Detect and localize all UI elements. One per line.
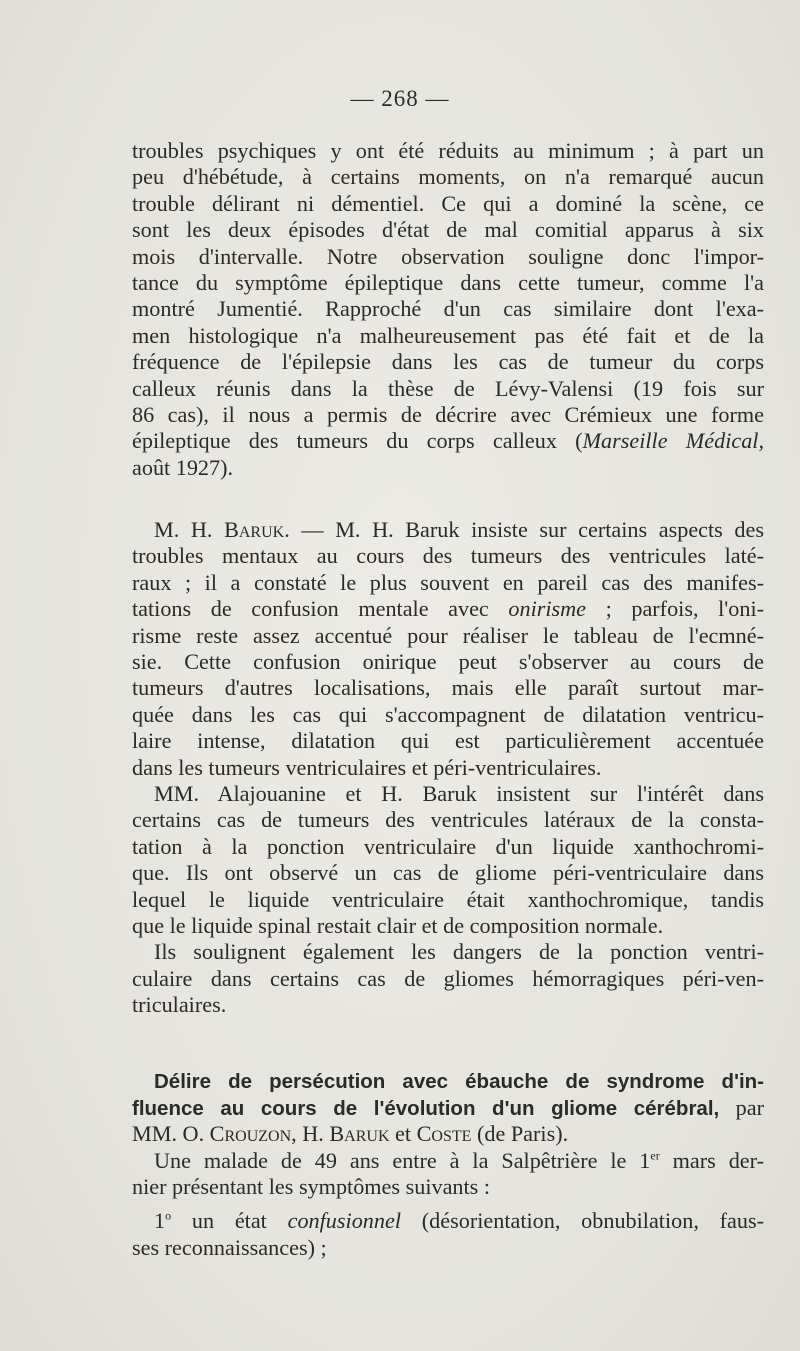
text-line — [132, 1148, 764, 1174]
speaker-name: M. H. — [154, 517, 225, 543]
text-segment: (désorientation, obnubilation, faus- — [401, 1208, 764, 1234]
text-line: sont les deux épisodes d'état de mal comitial apparus à six — [132, 217, 764, 243]
text-line: 86 cas), il nous a permis de décrire avec Crémieux une forme — [132, 401, 764, 427]
text-line: lequel le liquide ventriculaire était xanthochromique, tandis — [132, 886, 764, 912]
text-line — [132, 517, 764, 543]
text-segment: mars der- — [659, 1147, 764, 1173]
text-segment: et — [389, 1121, 417, 1147]
italic-term: onirisme — [508, 596, 587, 622]
text-segment: ; parfois, l'oni- — [586, 596, 764, 622]
text-line: men histologique n'a malheureusement pas été fait et de la — [132, 322, 764, 348]
text-line: montré Jumentié. Rapproché d'un cas similaire dont l'exa- — [132, 296, 764, 322]
text-line: laire intense, dilatation qui est particulièrement accentuée — [132, 728, 764, 754]
text-segment: (de Paris). — [471, 1121, 569, 1147]
author-name: Baruk — [329, 1121, 390, 1147]
author-name: Crouzon — [209, 1121, 292, 1147]
italic-term: confusionnel — [287, 1208, 401, 1234]
text-line: certains cas de tumeurs des ventricules latéraux de la consta- — [132, 807, 764, 833]
heading-text: fluence au cours de l'évolution d'un gliome cérébral, — [132, 1096, 720, 1120]
page-number: — 268 — — [350, 86, 450, 111]
item-number: 1 — [154, 1208, 166, 1234]
text-line: culaire dans certains cas de gliomes hémorragiques péri-ven- — [132, 965, 764, 991]
text-line: calleux réunis dans la thèse de Lévy-Valensi (19 fois sur — [132, 375, 764, 401]
text-line: ses reconnaissances) ; — [132, 1234, 327, 1260]
text-line — [132, 596, 764, 622]
paragraph-1 — [132, 138, 764, 481]
text-line: tumeurs d'autres localisations, mais elle paraît surtout mar- — [132, 675, 764, 701]
text-segment: tations de confusion mentale avec — [132, 596, 509, 622]
text-segment: Une malade de 49 ans entre à la Salpêtrière le 1 — [154, 1147, 651, 1173]
text-segment: un état — [171, 1208, 288, 1234]
text-line: août 1927). — [132, 454, 234, 480]
journal-title: Marseille Médical, — [582, 428, 765, 454]
text-line: que le liquide spinal restait clair et de composition normale. — [132, 912, 664, 938]
list-item-1 — [132, 1208, 764, 1261]
heading-line: Délire de persécution avec ébauche de syndrome d'in- — [154, 1069, 764, 1093]
authors-line — [132, 1121, 764, 1147]
text-line: que. Ils ont observé un cas de gliome péri-ventriculaire dans — [132, 860, 764, 886]
superscript: o — [165, 1209, 172, 1224]
text-line: tance du symptôme épileptique dans cette tumeur, comme l'a — [132, 269, 764, 295]
text-line: mois d'intervalle. Notre observation souligne donc l'impor- — [132, 243, 764, 269]
text-line: nier présentant les symptômes suivants : — [132, 1174, 491, 1200]
paragraph-5 — [132, 1148, 764, 1201]
text-line: dans les tumeurs ventriculaires et péri-ventriculaires. — [132, 754, 602, 780]
text-line: troubles mentaux au cours des tumeurs des ventricules laté- — [132, 543, 764, 569]
body-text — [132, 138, 764, 1261]
text-line: quée dans les cas qui s'accompagnent de dilatation ventricu- — [132, 701, 764, 727]
text-line: trouble délirant ni démentiel. Ce qui a dominé la scène, ce — [132, 190, 764, 216]
text-line: troubles psychiques y ont été réduits au minimum ; à part un — [132, 138, 764, 163]
text-line: peu d'hébétude, à certains moments, on n'a remarqué aucun — [132, 164, 764, 190]
heading-line — [132, 1095, 764, 1121]
text-segment: par — [719, 1094, 764, 1120]
text-line: sie. Cette confusion onirique peut s'observer au cours de — [132, 649, 764, 675]
text-line: triculaires. — [132, 992, 227, 1018]
paragraph-3 — [132, 781, 764, 939]
text-line — [132, 428, 764, 454]
text-line: MM. Alajouanine et H. Baruk insistent sur l'intérêt dans — [154, 780, 764, 806]
superscript: er — [650, 1148, 660, 1163]
paragraph-4 — [132, 939, 764, 1018]
text-line: fréquence de l'épilepsie dans les cas de tumeur du corps — [132, 349, 764, 375]
author-name: Coste — [416, 1121, 472, 1147]
text-segment: épileptique des tumeurs du corps calleux ( — [132, 428, 583, 454]
text-line — [132, 1208, 764, 1234]
text-line: raux ; il a constaté le plus souvent en pareil cas des manifes- — [132, 569, 764, 595]
text-line: Ils soulignent également les dangers de la ponction ventri- — [154, 939, 764, 965]
text-line: risme reste assez accentué pour réaliser le tableau de l'ecmné- — [132, 622, 764, 648]
text-segment: M. H. Baruk insiste sur certains aspects des — [335, 517, 764, 543]
speaker-separator: . — — [284, 517, 336, 543]
text-segment: MM. O. — [132, 1121, 210, 1147]
speaker-name-sc: Baruk — [224, 517, 285, 543]
text-segment: , H. — [291, 1121, 330, 1147]
section-heading — [132, 1069, 764, 1148]
paragraph-2 — [132, 517, 764, 781]
text-line: tation à la ponction ventriculaire d'un liquide xanthochromi- — [132, 833, 764, 859]
